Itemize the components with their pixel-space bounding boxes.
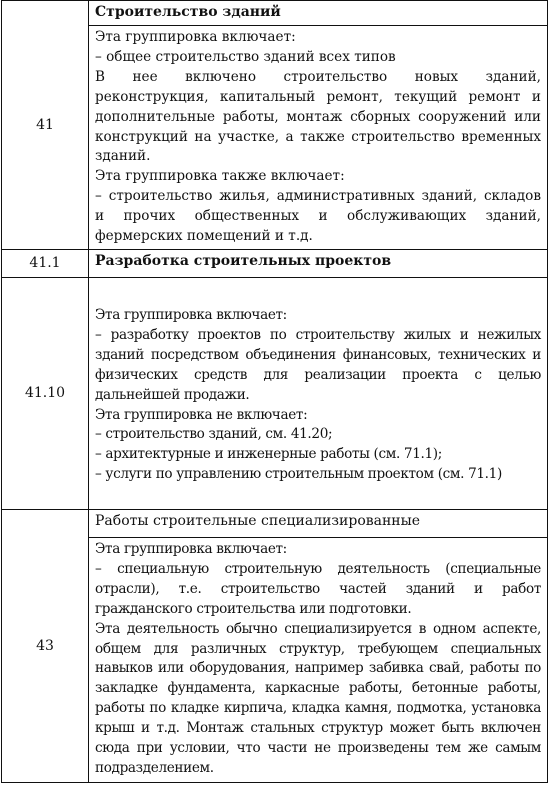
code-cell (2, 509, 89, 782)
table-row (2, 509, 548, 537)
text-line: – разработку проектов по строительству жилых и нежилых зданий посредством объединения финансовых, технических и физических средств для реализации проекта с целью дальнейшей продажи. (95, 326, 541, 403)
text-line: Эта группировка также включает: (95, 168, 345, 185)
description-cell (89, 277, 548, 509)
table-row (2, 277, 548, 509)
text-line: В нее включено строительство новых зданий, реконструкция, капитальный ремонт, текущий ремонт и дополнительные работы, монтаж сборных сооружений или конструкций на участке, а также строительство временных зданий. (95, 68, 541, 165)
text-line: Эта группировка включает: (95, 306, 287, 323)
text-line: Эта группировка включает: (95, 540, 287, 557)
code-cell: 41.10 (2, 277, 89, 509)
section-title: Разработка строительных проектов (89, 249, 548, 277)
text-line: Эта группировка не включает: (95, 406, 308, 423)
code-43: 43 (36, 637, 54, 654)
text-line: – архитектурные и инженерные работы (см. 71.1); (95, 446, 442, 463)
text-line: – услуги по управлению строительным проектом (см. 71.1) (95, 466, 502, 483)
code-41: 41 (36, 116, 54, 133)
section-title: Строительство зданий (89, 1, 548, 26)
text-line: – строительство жилья, административных зданий, складов и прочих общественных и обслуживающих зданий, фермерских помещений и т.д. (95, 188, 541, 245)
classification-table (1, 0, 548, 783)
description-cell (89, 537, 548, 782)
code-cell (2, 1, 89, 250)
text-line: – специальную строительную деятельность (специальные отрасли), т.е. строительство частей зданий и работ гражданского строительства или подготовки. (95, 560, 541, 617)
text-line: – общее строительство зданий всех типов (95, 48, 396, 65)
text-line: Эта группировка включает: (95, 29, 296, 45)
description-cell (89, 26, 548, 250)
table-row (2, 1, 548, 26)
section-title: Работы строительные специализированные (89, 509, 548, 537)
text-line: – строительство зданий, см. 41.20; (95, 426, 333, 443)
text-line: Эта деятельность обычно специализируется в одном аспекте, общем для различных структур, требующем специальных навыков или оборудования, например забивка свай, работы по закладке фундамента, каркасные работы, бетонные работы, работы по кладке кирпича, кладка камня, подмотка, установка крыш и т.д. Монтаж стальных структур может быть включен сюда при условии, что части не произведены тем же самым подразделением. (95, 620, 541, 776)
table-row (2, 249, 548, 277)
code-cell: 41.1 (2, 249, 89, 277)
